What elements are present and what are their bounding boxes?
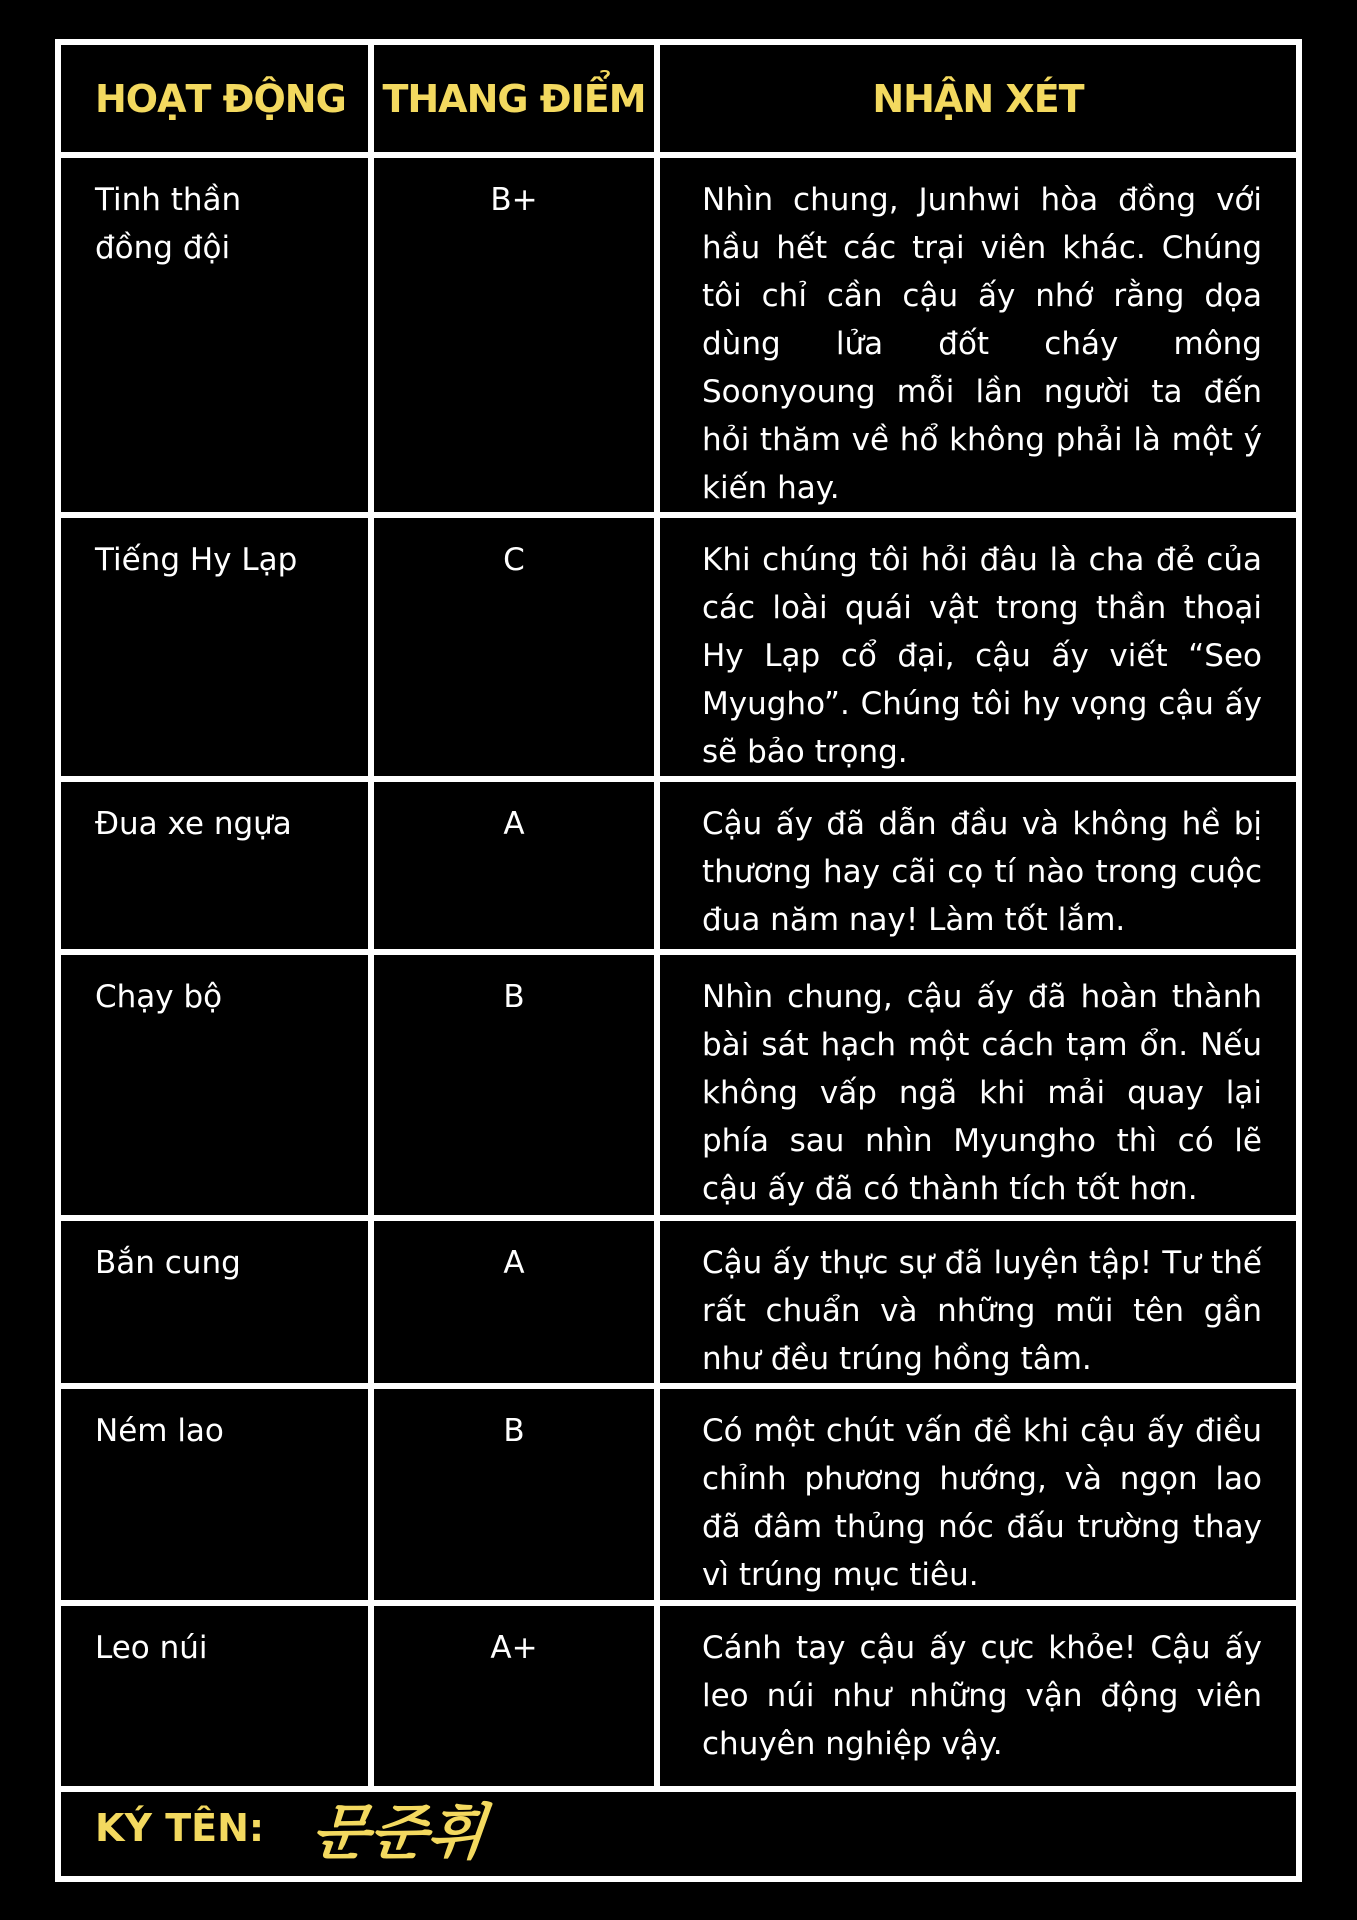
header-row [61,45,1296,155]
comment-cell: Nhìn chung, cậu ấy đã hoàn thành bài sát hạch một cách tạm ổn. Nếu không vấp ngã khi mải quay lại phía sau nhìn Myungho thì có lẽ cậu ấy đã có thành tích tốt hơn. [657,952,1296,1218]
table-row [61,1218,1296,1386]
table-row [61,779,1296,952]
score-cell: B [371,1386,657,1603]
activity-cell: Leo núi [61,1603,371,1789]
activity-cell: Tinh thần đồng đội [61,155,371,515]
signature-row [61,1780,1296,1876]
table-row [61,515,1296,779]
report-card [55,39,1302,1882]
header-comment: NHẬN XÉT [657,45,1296,155]
activity-cell: Bắn cung [61,1218,371,1386]
score-cell: B [371,952,657,1218]
signature-label: KÝ TÊN: [95,1806,265,1850]
activity-cell: Đua xe ngựa [61,779,371,952]
table-row [61,155,1296,515]
comment-cell: Nhìn chung, Junhwi hòa đồng với hầu hết các trại viên khác. Chúng tôi chỉ cần cậu ấy nhớ rằng dọa dùng lửa đốt cháy mông Soonyoung mỗi lần người ta đến hỏi thăm về hổ không phải là một ý kiến hay. [657,155,1296,515]
activity-cell: Ném lao [61,1386,371,1603]
comment-cell: Cậu ấy đã dẫn đầu và không hề bị thương hay cãi cọ tí nào trong cuộc đua năm nay! Làm tốt lắm. [657,779,1296,952]
evaluation-table [61,45,1296,1792]
comment-cell: Cánh tay cậu ấy cực khỏe! Cậu ấy leo núi như những vận động viên chuyên nghiệp vậy. [657,1603,1296,1789]
activity-cell: Chạy bộ [61,952,371,1218]
score-cell: A+ [371,1603,657,1789]
comment-cell: Có một chút vấn đề khi cậu ấy điều chỉnh phương hướng, và ngọn lao đã đâm thủng nóc đấu trường thay vì trúng mục tiêu. [657,1386,1296,1603]
signature-name: 문준휘 [307,1798,490,1868]
score-cell: B+ [371,155,657,515]
score-cell: A [371,1218,657,1386]
comment-cell: Cậu ấy thực sự đã luyện tập! Tư thế rất chuẩn và những mũi tên gần như đều trúng hồng tâm. [657,1218,1296,1386]
comment-cell: Khi chúng tôi hỏi đâu là cha đẻ của các loài quái vật trong thần thoại Hy Lạp cổ đại, cậu ấy viết “Seo Myugho”. Chúng tôi hy vọng cậu ấy sẽ bảo trọng. [657,515,1296,779]
table-row [61,1386,1296,1603]
header-activity: HOẠT ĐỘNG [61,45,371,155]
table-row [61,952,1296,1218]
score-cell: C [371,515,657,779]
activity-cell: Tiếng Hy Lạp [61,515,371,779]
table-row [61,1603,1296,1789]
header-score: THANG ĐIỂM [371,45,657,155]
score-cell: A [371,779,657,952]
